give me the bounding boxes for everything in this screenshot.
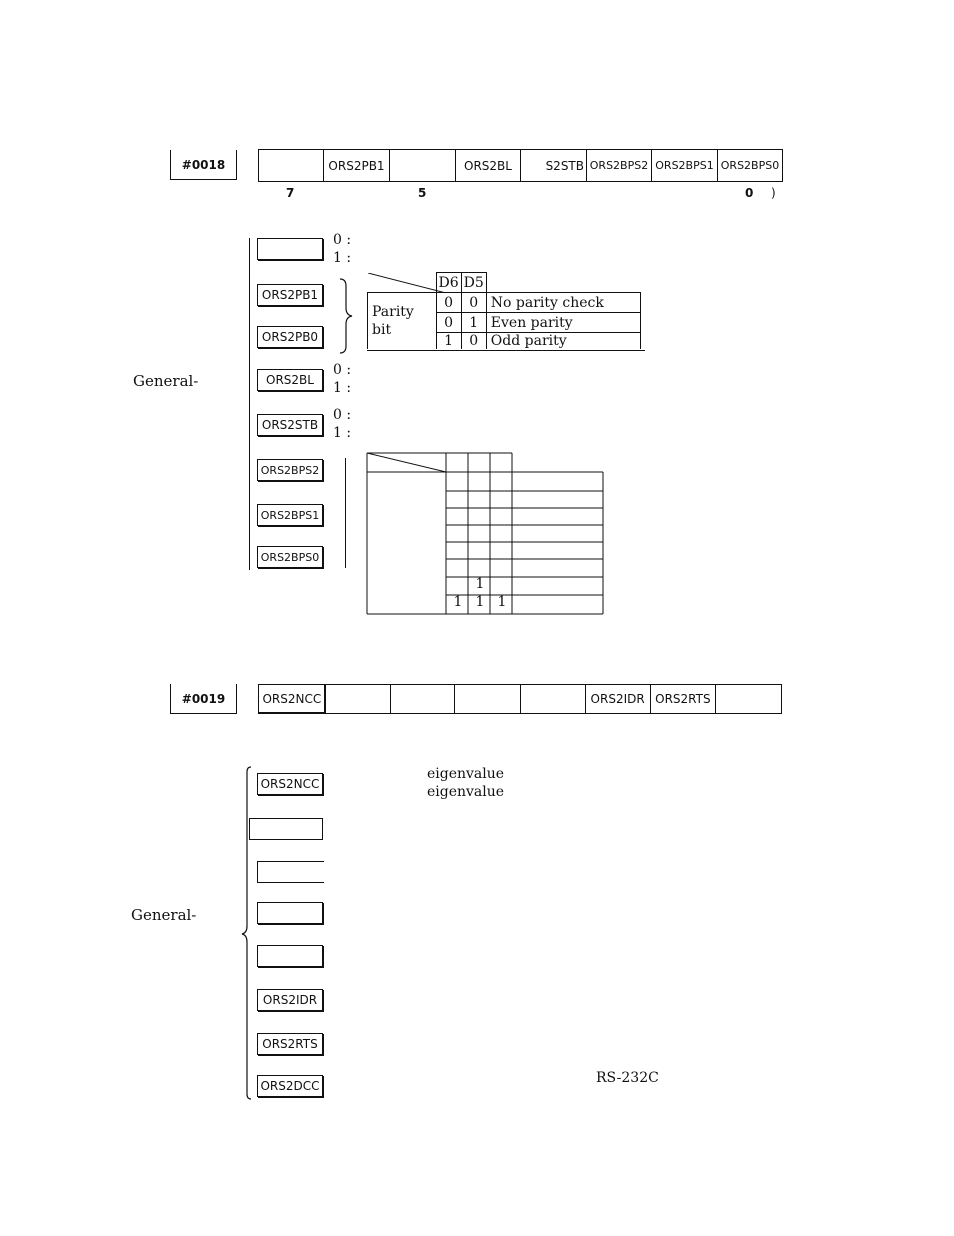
parity-row2-d6: 0: [436, 313, 461, 333]
rs232c-text: RS-232C: [596, 1070, 659, 1086]
field-ors2idr-box: ORS2IDR: [257, 989, 323, 1011]
field-ors2rts-box: ORS2RTS: [257, 1033, 323, 1055]
field-ors2dcc-box: ORS2DCC: [257, 1075, 323, 1097]
reg18-bit4: ORS2BL: [456, 150, 521, 181]
general-label-1: General-: [133, 372, 199, 390]
reg19-bit1: ORS2RTS: [651, 685, 717, 713]
parity-header-d5: D5: [461, 273, 486, 293]
reg18-bit0: ORS2BPS0: [720, 159, 780, 172]
bit-number-7: 7: [286, 186, 295, 200]
bit-number-5: 5: [418, 186, 427, 200]
field-0019-bit6-box: [249, 818, 323, 840]
register-0019-label: #0019: [170, 684, 237, 714]
field-0019-bit3-box: [257, 945, 323, 967]
parity-row2-d5: 1: [461, 313, 486, 333]
fields-0018-bracket-line: [249, 238, 250, 570]
reg19-bit5: [391, 685, 456, 713]
field-ors2stb-opt1: 1 :: [333, 425, 352, 441]
parity-table-corner: [368, 273, 437, 293]
bit-number-0: 0: [745, 186, 754, 200]
reg18-bit5: [390, 150, 456, 181]
bit-number-paren: ): [771, 186, 776, 200]
field-ors2stb-box: ORS2STB: [257, 414, 323, 436]
field-ors2bps0-box: ORS2BPS0: [257, 546, 323, 568]
eigenvalue-text-2: eigenvalue: [427, 784, 505, 800]
baud-r8-c3: 1: [497, 594, 507, 610]
baud-r7-c2: 1: [475, 576, 485, 592]
parity-row3-desc: Odd parity: [486, 333, 641, 350]
field-0018-bit7-box: [257, 238, 323, 260]
parity-brace-icon: [338, 278, 356, 354]
parity-table-bottom-line: [367, 350, 645, 351]
baud-group-line: [345, 458, 346, 568]
field-0018-bit7-opt0: 0 :: [333, 232, 352, 248]
field-ors2ncc-box: ORS2NCC: [257, 773, 323, 795]
field-ors2bl-opt0: 0 :: [333, 362, 352, 378]
field-ors2bps2-box: ORS2BPS2: [257, 459, 323, 481]
register-0018-bit-row: [258, 149, 783, 182]
general-label-2: General-: [131, 906, 197, 924]
reg19-bit7: ORS2NCC: [259, 685, 326, 713]
reg18-bit6: ORS2PB1: [324, 150, 390, 181]
reg19-bit2: ORS2IDR: [586, 685, 651, 713]
register-0018-label: #0018: [170, 150, 237, 180]
reg18-bit2: ORS2BPS2: [587, 150, 652, 181]
parity-label-line2: bit: [372, 322, 392, 338]
parity-row3-d5: 0: [461, 333, 486, 350]
eigenvalue-text-1: eigenvalue: [427, 766, 505, 782]
field-0019-bit5-box: [257, 861, 324, 883]
field-0019-bit4-box: [257, 902, 323, 924]
parity-label-cell: [368, 293, 437, 350]
reg19-bit6: [326, 685, 391, 713]
field-0018-bit7-opt1: 1 :: [333, 250, 352, 266]
baud-r8-c2: 1: [475, 594, 485, 610]
reg18-bit3: S2STB: [521, 150, 587, 181]
reg18-bit7: [259, 150, 324, 181]
parity-row2-desc: Even parity: [486, 313, 641, 333]
reg19-bit4: [455, 685, 521, 713]
baud-r8-c1: 1: [453, 594, 463, 610]
parity-row1-d5: 0: [461, 293, 486, 313]
field-ors2bl-opt1: 1 :: [333, 380, 352, 396]
parity-row1-d6: 0: [436, 293, 461, 313]
fields-0019-bracket-icon: [241, 766, 255, 1100]
field-ors2bl-box: ORS2BL: [257, 369, 323, 391]
reg18-bit1: ORS2BPS1: [652, 150, 718, 181]
reg19-bit3: [521, 685, 586, 713]
parity-header-d6: D6: [436, 273, 461, 293]
parity-table: [367, 272, 641, 349]
parity-row1-desc: No parity check: [486, 293, 641, 313]
register-0019-bit-row: [258, 684, 782, 714]
reg19-bit0: [716, 685, 781, 713]
field-ors2stb-opt0: 0 :: [333, 407, 352, 423]
parity-row3-d6: 1: [436, 333, 461, 350]
field-ors2pb1-box: ORS2PB1: [257, 284, 323, 306]
field-ors2bps1-box: ORS2BPS1: [257, 504, 323, 526]
field-ors2pb0-box: ORS2PB0: [257, 326, 323, 348]
parity-label-line1: Parity: [372, 304, 414, 320]
